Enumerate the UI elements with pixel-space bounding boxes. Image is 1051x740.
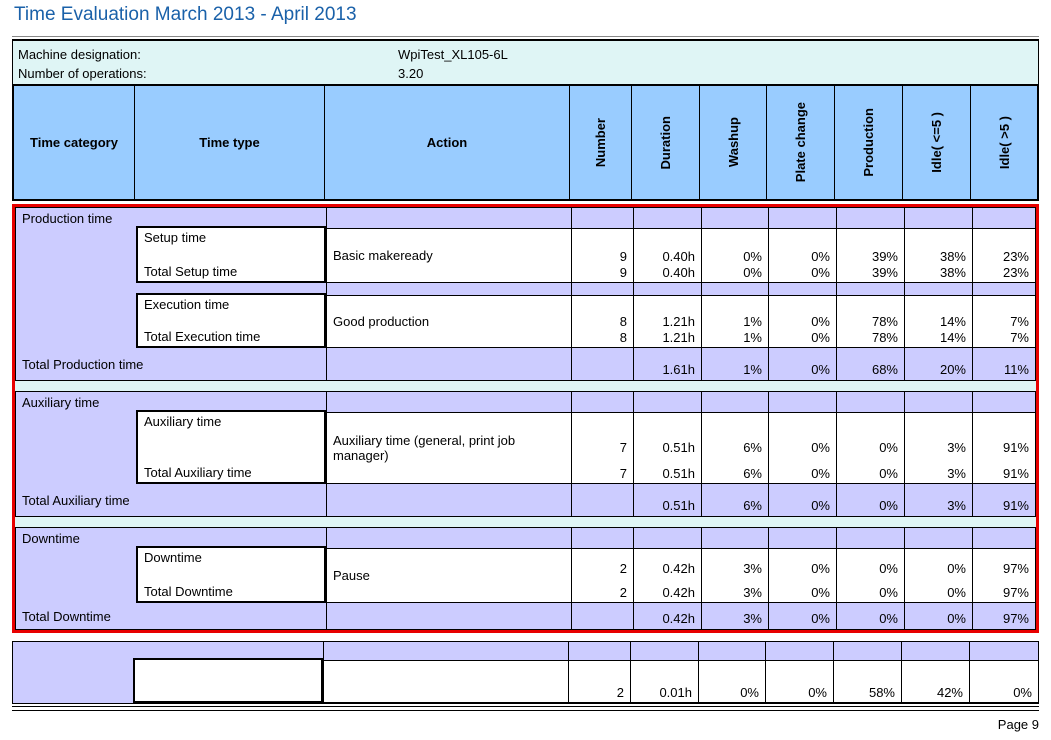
empty-cell [972,208,1035,228]
empty-cell [571,208,633,228]
total-value: 6% [743,498,762,513]
value-cell-duration [633,412,701,484]
total-value: 0% [811,585,830,600]
empty-cell [701,392,768,412]
empty-cell [768,392,836,412]
action-cell: Auxiliary time (general, print job manager) [326,412,571,484]
value-cell-number [571,412,633,484]
total-value: 8 [619,330,627,345]
operations-value: 3.20 [398,66,424,81]
group-partial [12,641,1039,704]
total-cell-duration [633,484,701,516]
value-cell-number [571,548,633,603]
empty-cell [904,283,972,295]
total-cell-plate-change [768,603,836,629]
machine-designation-label: Machine designation: [18,47,141,62]
value-cell-idle-le5 [904,228,972,283]
total-value: 97% [1002,585,1029,600]
total-value: 1.61h [662,362,695,377]
empty-cell [836,392,904,412]
page-title: Time Evaluation March 2013 - April 2013 [14,4,357,25]
empty-cell [768,528,836,548]
value-cell-idle-le5 [904,548,972,603]
empty-cell [571,528,633,548]
data-value: 0% [811,249,830,264]
value-cell-idle-gt5 [972,228,1035,283]
empty-cell [972,392,1035,412]
empty-cell [326,484,571,516]
empty-cell [701,528,768,548]
time-type-total-label: Total Execution time [144,329,261,344]
data-value: 39% [871,249,898,264]
total-value: 0.40h [662,265,695,280]
total-value: 20% [939,362,966,377]
col-header-plate-change: Plate change [766,86,834,199]
total-cell-number [571,603,633,629]
total-cell-idle-gt5 [972,603,1035,629]
footer-divider [12,706,1039,711]
total-cell-duration [633,348,701,380]
empty-cell [568,642,630,660]
data-value: 97% [1002,561,1029,576]
total-value: 0.51h [662,466,695,481]
total-value: 0% [947,585,966,600]
total-value: 3% [947,498,966,513]
total-cell-production [836,348,904,380]
group-total-label: Total Auxiliary time [22,492,130,508]
value-cell-idle-gt5 [972,412,1035,484]
value-cell-number [571,228,633,283]
value-cell-production [836,548,904,603]
total-value: 78% [871,330,898,345]
value-cell-plate-change [768,548,836,603]
value-cell-duration [633,548,701,603]
empty-cell [13,660,133,703]
time-type-label: Setup time [144,230,207,245]
data-value: 6% [743,440,762,455]
total-value: 0% [879,585,898,600]
total-value: 0% [811,611,830,626]
time-type-total-label: Total Setup time [144,264,238,279]
col-header-time-type: Time type [134,86,324,199]
value-cell-production [833,660,901,703]
data-value: 1% [743,314,762,329]
col-header-idle-le5: Idle( <=5 ) [902,86,970,199]
data-value: 1.21h [662,314,695,329]
total-value: 3% [743,585,762,600]
empty-cell [326,283,571,295]
total-cell-plate-change [768,484,836,516]
group-total-label: Total Downtime [22,608,111,624]
data-value: 42% [936,685,963,700]
group-total-label: Total Production time [22,356,144,372]
data-value: 7 [619,440,627,455]
group-category-label: Auxiliary time [22,394,100,410]
data-value: 7% [1010,314,1029,329]
empty-cell [16,295,136,348]
empty-cell [326,603,571,629]
machine-designation-value: WpiTest_XL105-6L [398,47,508,62]
value-cell-plate-change [765,660,833,703]
data-value: 3% [947,440,966,455]
empty-cell [571,283,633,295]
time-type-box [136,410,326,484]
empty-cell [768,208,836,228]
empty-cell [904,208,972,228]
total-value: 0% [811,466,830,481]
total-value: 0.42h [662,611,695,626]
value-cell-plate-change [768,228,836,283]
value-cell-duration [630,660,698,703]
empty-cell [630,642,698,660]
empty-cell [326,528,571,548]
total-value: 0% [811,330,830,345]
total-cell-duration [633,603,701,629]
data-value: 2 [616,685,624,700]
group-production-time [15,207,1036,381]
total-value: 0.42h [662,585,695,600]
data-value: 0% [947,561,966,576]
total-cell-idle-le5 [904,348,972,380]
group-category-label: Downtime [22,530,80,546]
highlight-frame [12,204,1039,633]
total-value: 11% [1003,362,1029,377]
empty-cell [701,208,768,228]
empty-cell [836,283,904,295]
operations-label: Number of operations: [18,66,147,81]
data-value: 0.40h [662,249,695,264]
empty-cell [768,283,836,295]
data-value: 9 [619,249,627,264]
data-value: 0% [811,314,830,329]
value-cell-washup [701,228,768,283]
empty-cell [904,528,972,548]
value-cell-washup [701,295,768,348]
value-cell-duration [633,228,701,283]
total-value: 91% [1002,498,1029,513]
value-cell-idle-le5 [904,295,972,348]
time-type-total-label: Total Downtime [144,584,233,599]
table-header [12,84,1039,201]
total-value: 1% [743,330,762,345]
empty-cell [323,642,568,660]
empty-cell [633,208,701,228]
empty-cell [16,548,136,603]
data-value: 0.42h [662,561,695,576]
action-cell: Good production [326,295,571,348]
data-value: 0% [811,561,830,576]
data-value: 14% [939,314,966,329]
total-value: 9 [619,265,627,280]
group-category-label: Production time [22,210,113,226]
total-cell-idle-gt5 [972,484,1035,516]
value-cell-number [571,295,633,348]
empty-cell [836,208,904,228]
total-value: 0% [879,611,898,626]
data-value: 3% [743,561,762,576]
value-cell-plate-change [768,412,836,484]
total-cell-production [836,603,904,629]
total-value: 0% [879,498,898,513]
machine-info-panel [12,41,1039,84]
value-cell-duration [633,295,701,348]
value-cell-idle-gt5 [969,660,1038,703]
total-value: 0% [811,265,830,280]
action-cell: Pause [326,548,571,603]
machine-designation-row [13,45,1038,64]
empty-cell [901,642,969,660]
time-type-label: Execution time [144,297,230,312]
data-value: 58% [868,685,895,700]
time-type-box [136,546,326,603]
action-cell: Basic makeready [326,228,571,283]
data-value: 0.51h [662,440,695,455]
data-value: 0% [811,440,830,455]
total-value: 2 [619,585,627,600]
data-value: 38% [939,249,966,264]
data-value: 78% [871,314,898,329]
empty-cell [633,283,701,295]
total-cell-washup [701,484,768,516]
group-auxiliary-time [15,391,1036,517]
data-value: 23% [1002,249,1029,264]
time-type-label: Downtime [144,550,202,565]
data-value: 0% [808,685,827,700]
total-value: 1.21h [662,330,695,345]
value-cell-idle-le5 [904,412,972,484]
empty-cell [765,642,833,660]
data-value: 8 [619,314,627,329]
total-value: 6% [743,466,762,481]
total-cell-idle-le5 [904,603,972,629]
empty-cell [701,283,768,295]
empty-cell [571,392,633,412]
col-header-idle-gt5: Idle( >5 ) [970,86,1037,199]
operations-row [13,64,1038,83]
total-value: 1% [743,362,762,377]
empty-cell [836,528,904,548]
empty-cell [969,642,1038,660]
value-cell-production [836,228,904,283]
empty-cell [326,208,571,228]
total-value: 7 [619,466,627,481]
total-value: 0.51h [662,498,695,513]
col-header-washup: Washup [699,86,766,199]
total-value: 0% [811,498,830,513]
total-value: 38% [939,265,966,280]
col-header-time-category: Time category [30,135,118,150]
time-type-box [136,293,326,348]
value-cell-number [568,660,630,703]
total-value: 0% [743,265,762,280]
time-type-label: Auxiliary time [144,414,222,429]
data-value: 0% [743,249,762,264]
total-value: 3% [743,611,762,626]
empty-cell [633,528,701,548]
data-value: 0% [740,685,759,700]
total-cell-number [571,348,633,380]
value-cell-production [836,295,904,348]
col-header-production: Production [834,86,902,199]
empty-cell [972,528,1035,548]
total-value: 3% [947,466,966,481]
value-cell-idle-gt5 [972,295,1035,348]
total-value: 14% [939,330,966,345]
total-value: 0% [879,466,898,481]
total-value: 0% [811,362,830,377]
total-value: 7% [1010,330,1029,345]
col-header-action: Action [324,86,569,199]
total-value: 91% [1002,466,1029,481]
data-value: 2 [619,561,627,576]
time-type-total-label: Total Auxiliary time [144,465,252,480]
data-value: 0% [879,440,898,455]
total-cell-production [836,484,904,516]
value-cell-production [836,412,904,484]
total-cell-number [571,484,633,516]
value-cell-idle-le5 [901,660,969,703]
value-cell-plate-change [768,295,836,348]
empty-cell [326,392,571,412]
total-value: 0% [947,611,966,626]
col-header-duration: Duration [631,86,699,199]
total-value: 97% [1002,611,1029,626]
empty-cell [326,348,571,380]
page-number: Page 9 [997,717,1039,732]
value-cell-washup [701,548,768,603]
empty-cell [904,392,972,412]
empty-cell [698,642,765,660]
time-type-box [133,658,323,703]
col-header-number: Number [569,86,631,199]
data-value: 0.01h [659,685,692,700]
data-value: 0% [1013,685,1032,700]
time-type-box [136,226,326,283]
total-cell-idle-gt5 [972,348,1035,380]
value-cell-washup [698,660,765,703]
total-cell-plate-change [768,348,836,380]
empty-cell [833,642,901,660]
total-cell-washup [701,348,768,380]
total-value: 68% [871,362,898,377]
group-downtime [15,527,1036,630]
total-cell-idle-le5 [904,484,972,516]
empty-cell [16,283,136,295]
empty-cell [16,412,136,484]
total-value: 23% [1002,265,1029,280]
action-cell [323,660,568,703]
total-value: 39% [871,265,898,280]
total-cell-washup [701,603,768,629]
empty-cell [16,228,136,283]
data-value: 91% [1002,440,1029,455]
value-cell-idle-gt5 [972,548,1035,603]
empty-cell [972,283,1035,295]
data-value: 0% [879,561,898,576]
empty-cell [633,392,701,412]
value-cell-washup [701,412,768,484]
